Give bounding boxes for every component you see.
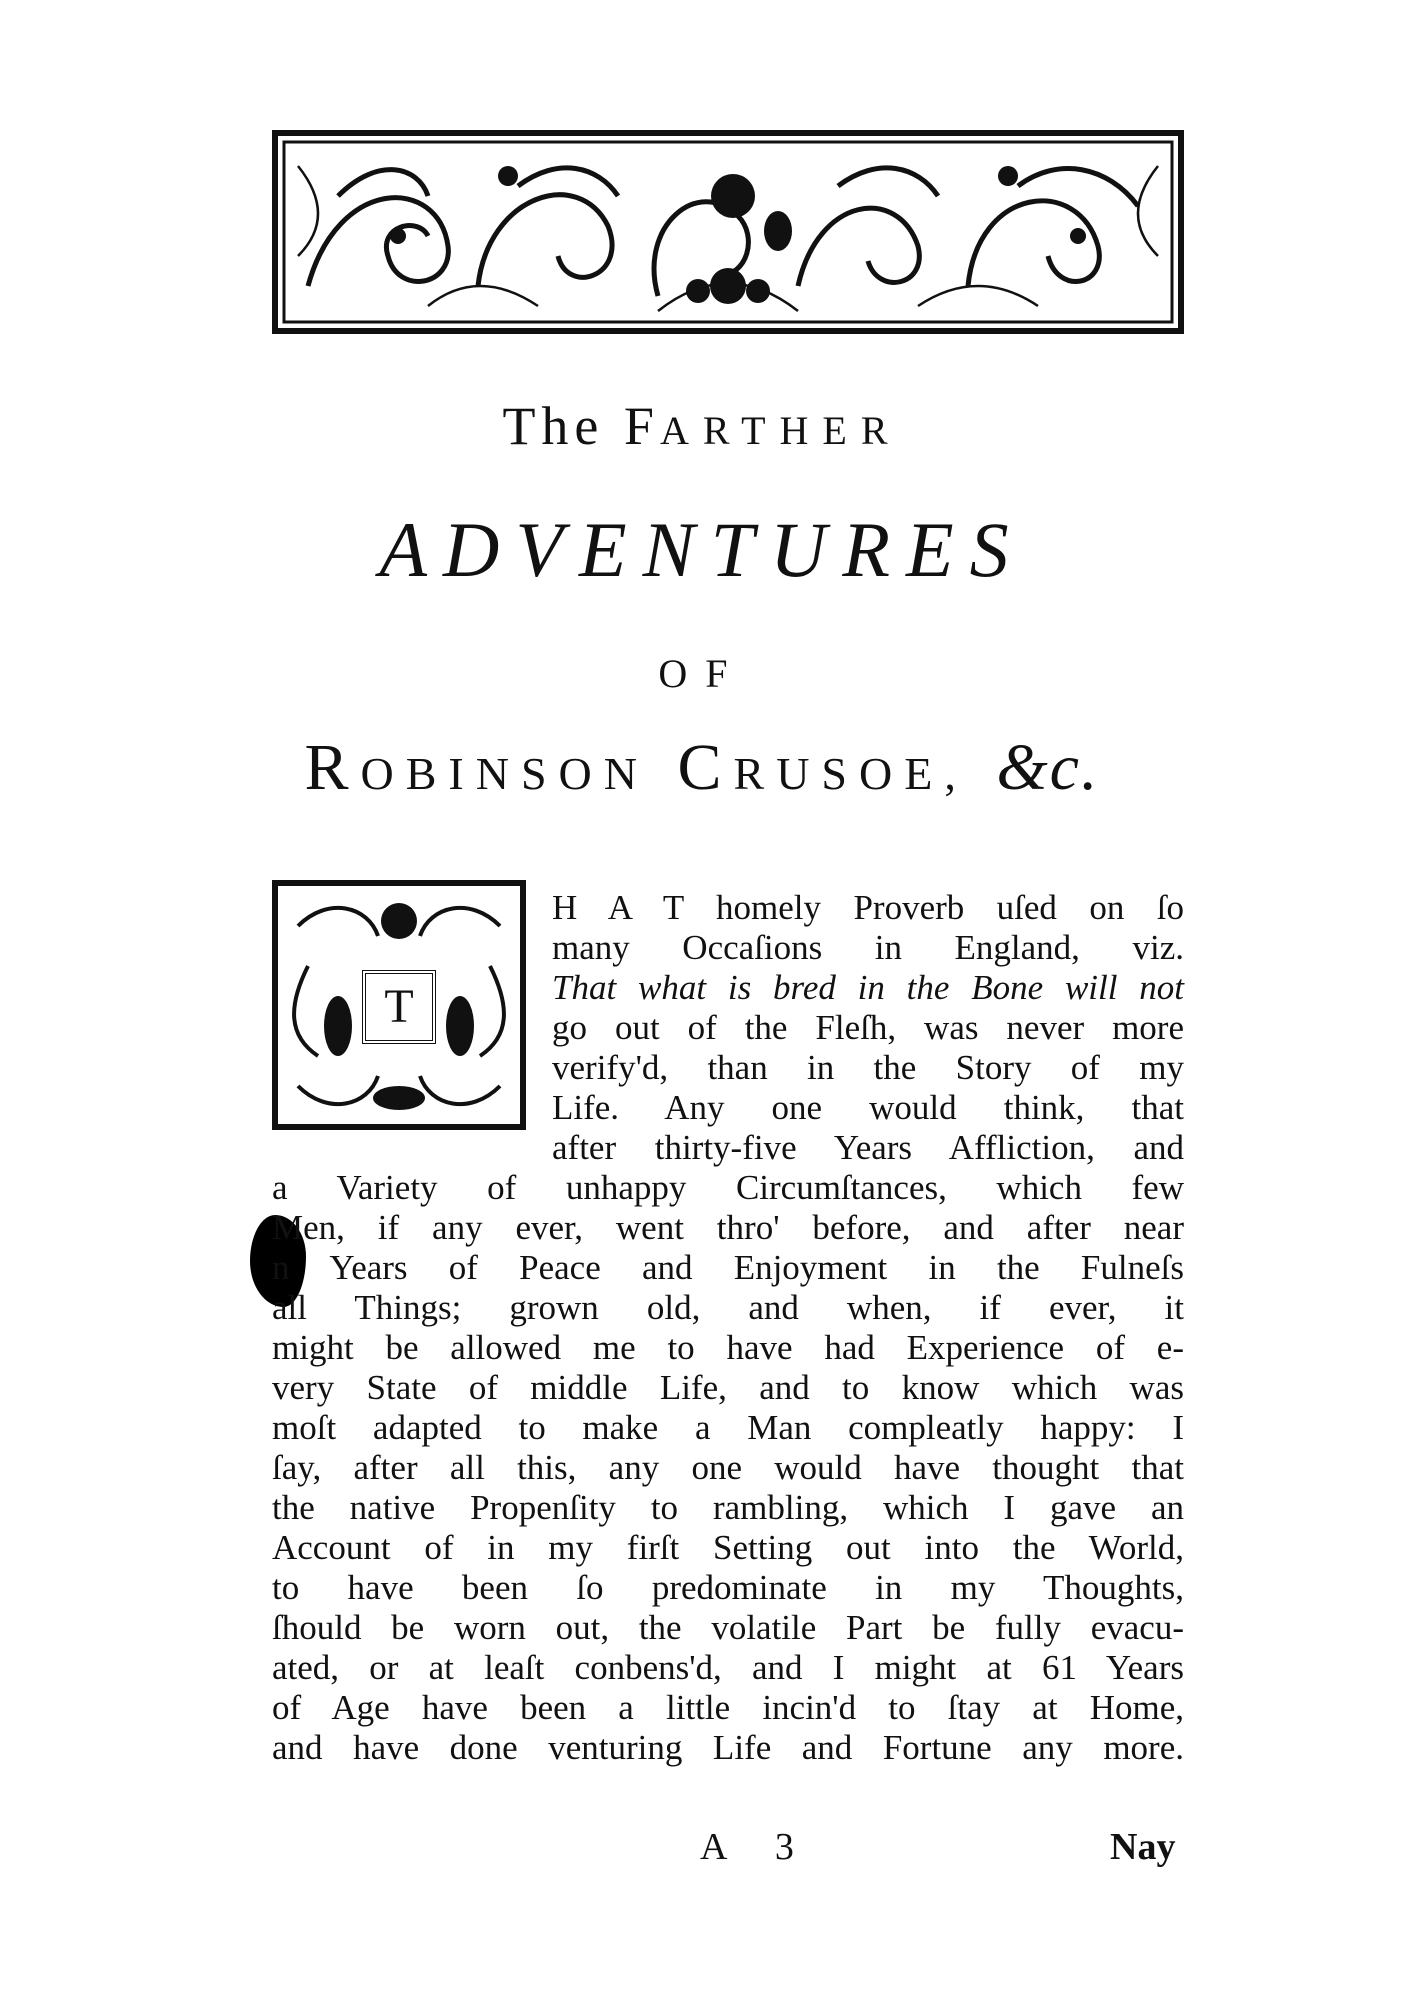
text-line: H A T homely Proverb uſed on ſo [552,888,1184,927]
text-line: n Years of Peace and Enjoyment in the Fulneſs [272,1248,1184,1287]
text-line: a Variety of unhappy Circumſtances, which few [272,1168,1184,1207]
text-line: go out of the Fleſh, was never more [552,1008,1184,1047]
catchword: Nay [1110,1826,1176,1868]
title-the-farther: The FARTHER [502,396,902,456]
text-line: of Age have been a little incin'd to ſtay at Home, [272,1688,1184,1727]
text-line: might be allowed me to have had Experience of e- [272,1328,1184,1367]
text-line: Account of in my firſt Setting out into the World, [272,1528,1184,1567]
text-line: ſay, after all this, any one would have thought that [272,1448,1184,1487]
text-line: That what is bred in the Bone will not [552,968,1184,1007]
text-line: many Occaſions in England, viz. [552,928,1184,967]
text-line: verify'd, than in the Story of my [552,1048,1184,1087]
signature-mark: A 3 [700,1826,814,1868]
text-line: Men, if any ever, went thro' before, and after near [272,1208,1184,1247]
text-line: after thirty-five Years Affliction, and [552,1128,1184,1167]
text-line: very State of middle Life, and to know which was [272,1368,1184,1407]
text-line: ated, or at leaſt conbens'd, and I might at 61 Years [272,1648,1184,1687]
text-line: the native Propenſity to rambling, which I gave an [272,1488,1184,1527]
text-line: all Things; grown old, and when, if ever, it [272,1288,1184,1327]
text-line: to have been ſo predominate in my Thoughts, [272,1568,1184,1607]
text-line: Life. Any one would think, that [552,1088,1184,1127]
text-line: moſt adapted to make a Man compleatly happy: I [272,1408,1184,1447]
initial-letter: T [362,970,436,1044]
text-line: and have done venturing Life and Fortune any more. [272,1728,1184,1767]
title-adventures: ADVENTURES [379,506,1025,593]
text-line: ſhould be worn out, the volatile Part be fully evacu- [272,1608,1184,1647]
title-robinson-crusoe: ROBINSON CRUSOE, &c. [304,731,1100,804]
title-of: OF [658,651,746,696]
